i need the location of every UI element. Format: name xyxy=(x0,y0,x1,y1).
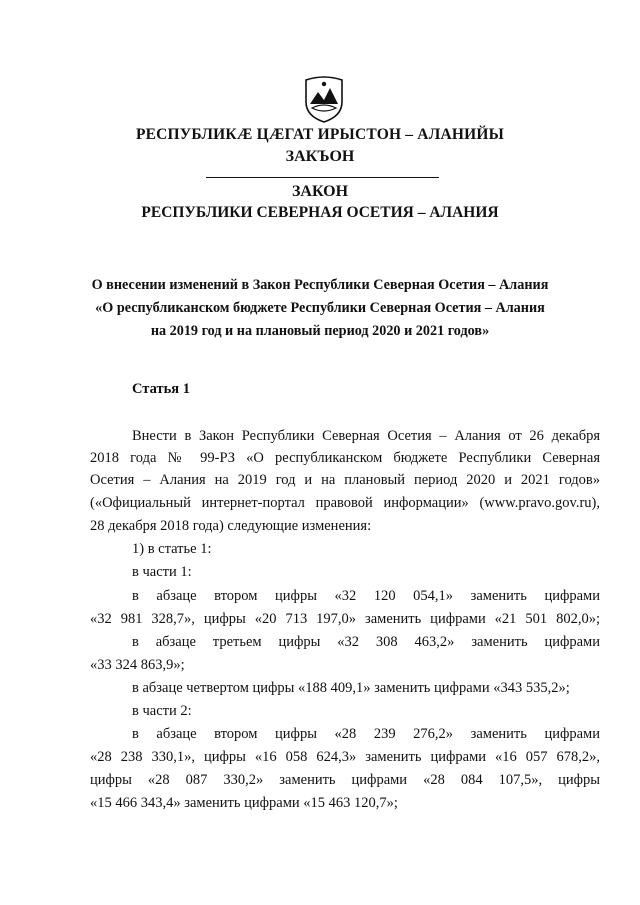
body-line: 1) в статье 1: xyxy=(132,541,212,557)
body-line: «33 324 863,9»; xyxy=(90,657,185,673)
body-line: в части 1: xyxy=(132,564,192,580)
body-line: 2018 года № 99-РЗ «О республиканском бюджете Республики Северная xyxy=(90,450,600,466)
document-title-line-3: на 2019 год и на плановый период 2020 и 2021 годов» xyxy=(150,323,490,339)
body-line: («Официальный интернет-портал правовой информации» (www.pravo.gov.ru), xyxy=(90,495,600,511)
body-line: 28 декабря 2018 года) следующие изменения: xyxy=(90,518,372,534)
coat-of-arms-emblem-icon xyxy=(302,74,346,124)
body-line: в части 2: xyxy=(132,703,192,719)
body-line: «32 981 328,7», цифры «20 713 197,0» заменить цифрами «21 501 802,0»; xyxy=(90,611,600,627)
body-line: Внести в Закон Республики Северная Осетия – Алания от 26 декабря xyxy=(132,428,600,444)
header-divider xyxy=(206,177,439,178)
body-line: в абзаце четвертом цифры «188 409,1» заменить цифрами «343 535,2»; xyxy=(132,680,570,696)
header-ossetian-republic: РЕСПУБЛИКӔ ЦӔГАТ ИРЫСТОН – АЛАНИЙЫ xyxy=(135,126,505,143)
body-line: в абзаце втором цифры «32 120 054,1» заменить цифрами xyxy=(132,588,600,604)
body-line: в абзаце втором цифры «28 239 276,2» заменить цифрами xyxy=(132,726,600,742)
document-title-line-1: О внесении изменений в Закон Республики Северная Осетия – Алания xyxy=(91,277,549,293)
body-line: Осетия – Алания на 2019 год и на плановый период 2020 и 2021 годов» xyxy=(90,472,600,488)
article-heading: Статья 1 xyxy=(132,381,190,397)
header-ossetian-law: ЗАКЪОН xyxy=(285,148,355,165)
document-title-line-2: «О республиканском бюджете Республики Северная Осетия – Алания xyxy=(95,300,545,316)
body-line: «15 466 343,4» заменить цифрами «15 463 120,7»; xyxy=(90,795,398,811)
header-law: ЗАКОН xyxy=(291,183,349,200)
body-line: «28 238 330,1», цифры «16 058 624,3» заменить цифрами «16 057 678,2», xyxy=(90,749,600,765)
body-line: цифры «28 087 330,2» заменить цифрами «28 084 107,5», цифры xyxy=(90,772,600,788)
header-republic: РЕСПУБЛИКИ СЕВЕРНАЯ ОСЕТИЯ – АЛАНИЯ xyxy=(141,204,499,221)
body-line: в абзаце третьем цифры «32 308 463,2» заменить цифрами xyxy=(132,634,600,650)
